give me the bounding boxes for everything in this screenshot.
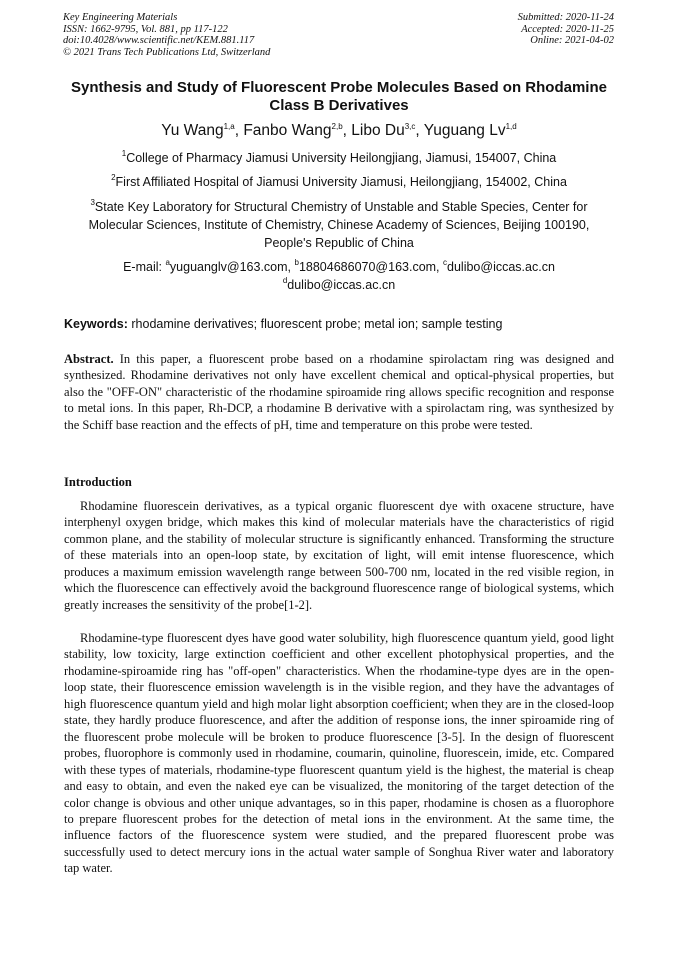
journal-name: Key Engineering Materials <box>63 12 178 23</box>
author-affil: 2,b <box>331 122 343 131</box>
submitted-date: Submitted: 2020-11-24 <box>517 12 614 23</box>
online-date: Online: 2021-04-02 <box>530 35 614 46</box>
accepted-date: Accepted: 2020-11-25 <box>521 23 614 35</box>
email-c[interactable]: dulibo@iccas.ac.cn <box>447 260 555 274</box>
abstract-label: Abstract. <box>64 352 114 366</box>
intro-paragraph-1: Rhodamine fluorescein derivatives, as a typical organic fluorescent dye with oxacene structure, have interphenyl oxygen bridge, which makes this kind of molecular materials have the characteristics of rigid common plane, and the stability of molecular structure is significantly enhanced. Transforming the structure of these materials into an open-loop state, by excitation of light, will emit intense fluorescence, which produces a maximum emission wavelength range between 500-700 nm, located in the red visible region, in which the fluorescence can effectively avoid the background fluorescence range of biological systems, which greatly increases the sensitivity of the probe[1-2]. <box>64 499 614 612</box>
keywords-label: Keywords: <box>64 317 128 331</box>
affil-num: 2 <box>111 173 116 182</box>
author-name: Fanbo Wang <box>243 122 332 139</box>
section-heading: Introduction <box>64 475 132 489</box>
intro-paragraph-2: Rhodamine-type fluorescent dyes have good water solubility, high fluorescence quantum yield, good light stability, low toxicity, large extinction coefficient and other excellent photophysical properties, and the rhodamine-spiroamide ring has "off-open" characteristics. When the rhodamine-type dyes are in the open-loop state, their fluorescence emission wavelength is in the visible region, and they have the advantages of high fluorescence quantum yield and high molar light absorption coefficient; when they are in the closed-loop state, they hardly produce fluorescence, and after the addition of response ions, the inner spiroamide ring of the fluorescent probe molecule will be broken to produce fluorescence [3-5]. In the design of fluorescent probes, fluorophore is commonly used in rhodamine, coumarin, quinoline, fluorescein, imide, etc. Compared with these types of materials, rhodamine-type fluorescent quantum yield is the highest, the material is cheap and easy to obtain, and even the naked eye can be visualized, the monitoring of the target detection of the color change is obvious and other unique advantages, so in this paper, rhodamine is chosen as a fluorophore to prepare fluorescent probes for the detection of metal ions in the environment. At the same time, the influence factors of the fluorescence system were studied, and the prepared fluorescent probe was successfully used to detect mercury ions in the actual water sample of Songhua River water and laboratory tap water. <box>64 631 614 876</box>
email-d[interactable]: dulibo@iccas.ac.cn <box>287 278 396 292</box>
abstract-text: In this paper, a fluorescent probe based on a rhodamine spirolactam ring was designed and synthesized. Rhodamine derivatives not only have excellent chemical and optical-physical properties, but also the "OFF-ON" characteristic of the rhodamine spiroamide ring allows specific recognition and response to metal ions. In this paper, Rh-DCP, a rhodamine B derivative with a spirolactam ring, was synthesized by the Schiff base reaction and the effects of pH, time and temperature on this probe were tested. <box>64 352 614 432</box>
issn-line: ISSN: 1662-9795, Vol. 881, pp 117-122 <box>63 23 228 35</box>
dates-info <box>518 12 614 47</box>
affiliation-2 <box>60 173 618 191</box>
affil-text: State Key Laboratory for Structural Chemistry of Unstable and Stable Species, Center for Molecular Sciences, Institute of Chemistry, Chinese Academy of Sciences, Beijing 100190, People's Republic of China <box>88 200 590 250</box>
affiliation-3 <box>82 198 596 252</box>
email-b[interactable]: 18804686070@163.com, <box>298 260 444 274</box>
copyright-line: © 2021 Trans Tech Publications Ltd, Switzerland <box>63 46 271 58</box>
email-line: E-mail: $^a$yuguanglv@163.com, $^b$18804686070@163.com, $^c$dulibo@iccas.ac.cn $^d$dulibo@iccas.ac.cn <box>123 258 555 292</box>
doi-line: doi:10.4028/www.scientific.net/KEM.881.117 <box>63 35 255 46</box>
author-affil: 3,c <box>404 122 416 131</box>
author-affil: 1,d <box>505 122 517 131</box>
affiliation-1 <box>60 149 618 167</box>
journal-info <box>63 12 270 58</box>
keywords-text: rhodamine derivatives; fluorescent probe; metal ion; sample testing <box>127 317 503 331</box>
author-list: Yu Wang$^{1,a}$, Fanbo Wang$^{2,b}$, Libo Du$^{3,c}$, Yuguang Lv$^{1,d}$ <box>161 122 517 139</box>
email-a[interactable]: yuguanglv@163.com, <box>169 260 295 274</box>
affil-num: 3 <box>90 198 95 207</box>
affil-text: First Affiliated Hospital of Jiamusi University Jiamusi, Heilongjiang, 154002, China <box>115 175 567 189</box>
abstract <box>64 351 614 433</box>
affil-num: 1 <box>121 149 127 158</box>
author-name: Libo Du <box>351 122 405 139</box>
author-name: Yu Wang <box>161 122 224 139</box>
author-affil: 1,a <box>223 122 235 131</box>
affil-text: College of Pharmacy Jiamusi University Heilongjiang, Jiamusi, 154007, China <box>126 151 557 165</box>
keywords <box>64 315 620 333</box>
paper-title: Synthesis and Study of Fluorescent Probe Molecules Based on Rhodamine Class B Derivatives <box>71 79 607 114</box>
author-name: Yuguang Lv <box>423 122 506 139</box>
